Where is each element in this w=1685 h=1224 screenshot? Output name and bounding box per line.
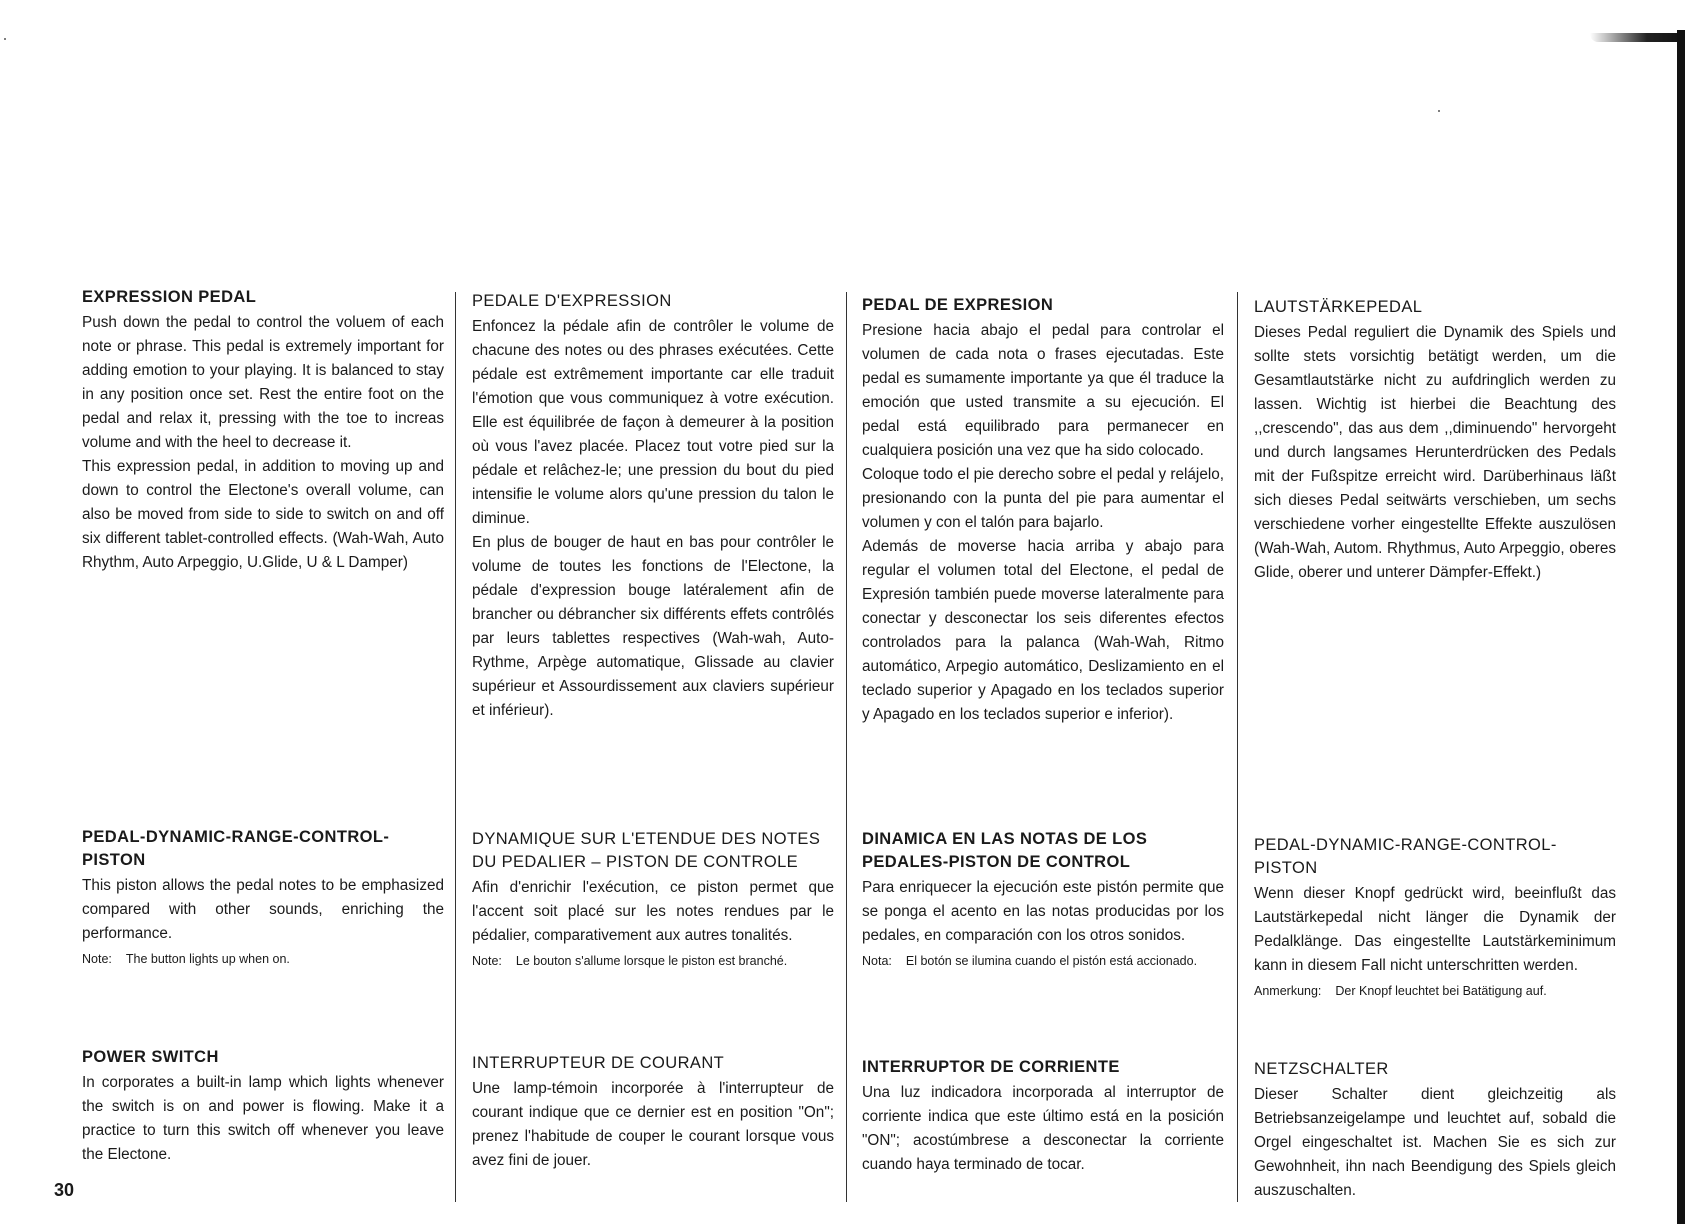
section-title: PEDAL-DYNAMIC-RANGE-CONTROL-PISTON bbox=[82, 828, 390, 869]
paragraph: This piston allows the pedal notes to be emphasized compared with other sounds, enriching the performance. bbox=[82, 877, 444, 942]
column-divider bbox=[455, 292, 456, 1202]
section-lautstaerkepedal bbox=[1254, 296, 1616, 585]
section-pedal-dynamic-range-de bbox=[1254, 834, 1616, 1001]
section-title: LAUTSTÄRKEPEDAL bbox=[1254, 298, 1423, 316]
paragraph: Además de moverse hacia arriba y abajo para regular el volumen total del Electone, el pedal de Expresión también puede moverse lateralmente para conectar y desconectar los seis diferentes efectos controlados para la palanca (Wah-Wah, Ritmo automático, Arpegio automático, Deslizamiento en el teclado superior y Apagado en los teclados superior y Apagado en los teclados superior e inferior). bbox=[862, 538, 1224, 723]
paragraph: Coloque todo el pie derecho sobre el pedal y relájelo, presionando con la punta del pie para aumentar el volumen y con el talón para bajarlo. bbox=[862, 466, 1224, 531]
note bbox=[82, 950, 444, 969]
section-dynamique-pedalier bbox=[472, 828, 834, 971]
section-title: DINAMICA EN LAS NOTAS DE LOS PEDALES-PISTON DE CONTROL bbox=[862, 830, 1148, 871]
section-title: NETZSCHALTER bbox=[1254, 1060, 1389, 1078]
note-text: The button lights up when on. bbox=[125, 952, 290, 966]
section-title: INTERRUPTEUR DE COURANT bbox=[472, 1054, 725, 1072]
paragraph: Enfoncez la pédale afin de contrôler le volume de chacune des notes ou des phrases exécutées. Cette pédale est extrêmement importante car elle traduit l'émotion que vous communiquez à votre exécution. Elle est équilibrée de façon à demeurer à la position où vous l'avez placée. Placez tout votre pied sur la pédale et relâchez-le; une pression du bout du pied intensifie le volume alors qu'une pression du talon le diminue. bbox=[472, 318, 834, 527]
scan-speck bbox=[1438, 110, 1440, 112]
page-edge-shadow bbox=[1590, 33, 1685, 42]
section-title: PEDAL-DYNAMIC-RANGE-CONTROL-PISTON bbox=[1254, 836, 1557, 877]
note-text: Der Knopf leuchtet bei Batätigung auf. bbox=[1335, 984, 1547, 998]
section-pedal-de-expresion bbox=[862, 294, 1224, 727]
page-edge bbox=[1677, 30, 1685, 1224]
section-title: PEDALE D'EXPRESSION bbox=[472, 292, 672, 310]
note-label: Note: bbox=[82, 952, 112, 966]
paragraph: Una luz indicadora incorporada al interruptor de corriente indica que este último está en la posición "ON"; acostúmbrese a desconectar la corriente cuando haya terminado de tocar. bbox=[862, 1084, 1224, 1173]
paragraph: In corporates a built-in lamp which lights whenever the switch is on and power is flowing. Make it a practice to turn this switch off whenever you leave the Electone. bbox=[82, 1074, 444, 1163]
section-dinamica-pedales bbox=[862, 828, 1224, 971]
note-label: Note: bbox=[472, 954, 502, 968]
note bbox=[1254, 982, 1616, 1001]
scan-speck bbox=[4, 38, 6, 40]
page-number: 30 bbox=[54, 1180, 75, 1200]
column-divider bbox=[1237, 292, 1238, 1202]
paragraph: Para enriquecer la ejecución este pistón permite que se ponga el acento en las notas producidas por los pedales, en comparación con los otros sonidos. bbox=[862, 879, 1224, 944]
paragraph: En plus de bouger de haut en bas pour contrôler le volume de toutes les fonctions de l'Electone, la pédale d'expression bouge latéralement afin de brancher ou débrancher six différents effets contrôlés par leurs tablettes respectives (Wah-wah, Auto-Rythme, Arpège automatique, Glissade au clavier supérieur et Assourdissement aux claviers supérieur et inférieur). bbox=[472, 534, 834, 719]
paragraph: Une lamp-témoin incorporée à l'interrupteur de courant indique que ce dernier est en position "On"; prenez l'habitude de couper le courant lorsque vous avez fini de jouer. bbox=[472, 1080, 834, 1169]
paragraph: Afin d'enrichir l'exécution, ce piston permet que l'accent soit placé sur les notes rendues par le pédalier, comparativement aux autres tonalités. bbox=[472, 879, 834, 944]
column-divider bbox=[846, 292, 847, 1202]
section-title: PEDAL DE EXPRESION bbox=[862, 296, 1054, 314]
section-title: DYNAMIQUE SUR L'ETENDUE DES NOTES DU PEDALIER – PISTON DE CONTROLE bbox=[472, 830, 821, 871]
note bbox=[862, 952, 1224, 971]
section-title: POWER SWITCH bbox=[82, 1048, 219, 1066]
note-label: Anmerkung: bbox=[1254, 984, 1322, 998]
paragraph: Wenn dieser Knopf gedrückt wird, beeinflußt das Lautstärkepedal nicht länger die Dynamik der Pedalklänge. Das eingestellte Lautstärkeminimum kann in diesem Fall nicht unterschritten werden. bbox=[1254, 885, 1616, 974]
paragraph: Push down the pedal to control the voluem of each note or phrase. This pedal is extremely important for adding emotion to your playing. It is balanced to stay in any position once set. Rest the entire foot on the pedal and relax it, pressing with the toe to increas volume and with the heel to decrease it. bbox=[82, 314, 444, 451]
paragraph: This expression pedal, in addition to moving up and down to control the Electone's overall volume, can also be moved from side to side to switch on and off six different tablet-controlled effects. (Wah-Wah, Auto Rhythm, Auto Arpeggio, U.Glide, U & L Damper) bbox=[82, 458, 444, 571]
note bbox=[472, 952, 834, 971]
section-pedale-expression bbox=[472, 290, 834, 723]
paragraph: Presione hacia abajo el pedal para controlar el volumen de cada nota o frases ejecutadas. Este pedal es sumamente importante ya que él traduce la emoción que usted transmite a su ejecución. El pedal está equilibrado para permanecer en cualquiera posición una vez que ha sido colocado. bbox=[862, 322, 1224, 459]
section-power-switch bbox=[82, 1046, 444, 1167]
note-text: El botón se ilumina cuando el pistón está accionado. bbox=[905, 954, 1198, 968]
section-title: INTERRUPTOR DE CORRIENTE bbox=[862, 1058, 1120, 1076]
section-expression-pedal bbox=[82, 286, 444, 575]
note-label: Nota: bbox=[862, 954, 892, 968]
section-pedal-dynamic-range bbox=[82, 826, 444, 969]
section-interruptor bbox=[862, 1056, 1224, 1177]
section-title: EXPRESSION PEDAL bbox=[82, 288, 257, 306]
paragraph: Dieser Schalter dient gleichzeitig als Betriebsanzeigelampe und leuchtet auf, sobald die Orgel eingeschaltet ist. Machen Sie es sich zur Gewohnheit, ihn nach Beendigung des Spiels gleich auszuschalten. bbox=[1254, 1086, 1616, 1199]
note-text: Le bouton s'allume lorsque le piston est branché. bbox=[515, 954, 788, 968]
paragraph: Dieses Pedal reguliert die Dynamik des Spiels und sollte stets vorsichtig betätigt werden, um die Gesamtlautstärke nicht zu aufdringlich werden zu lassen. Wichtig ist hierbei die Beachtung des ,,crescendo", das aus dem ,,diminuendo" hervorgeht und durch langsames Herunterdrücken des Pedals mit der Fußspitze erreicht wird. Darüberhinaus läßt sich dieses Pedal seitwärts verschieben, um sechs verschiedene vorher eingestellte Effekte auszulösen (Wah-Wah, Autom. Rhythmus, Auto Arpeggio, oberes Glide, oberer und unterer Dämpfer-Effekt.) bbox=[1254, 324, 1616, 581]
section-interrupteur bbox=[472, 1052, 834, 1173]
section-netzschalter bbox=[1254, 1058, 1616, 1203]
